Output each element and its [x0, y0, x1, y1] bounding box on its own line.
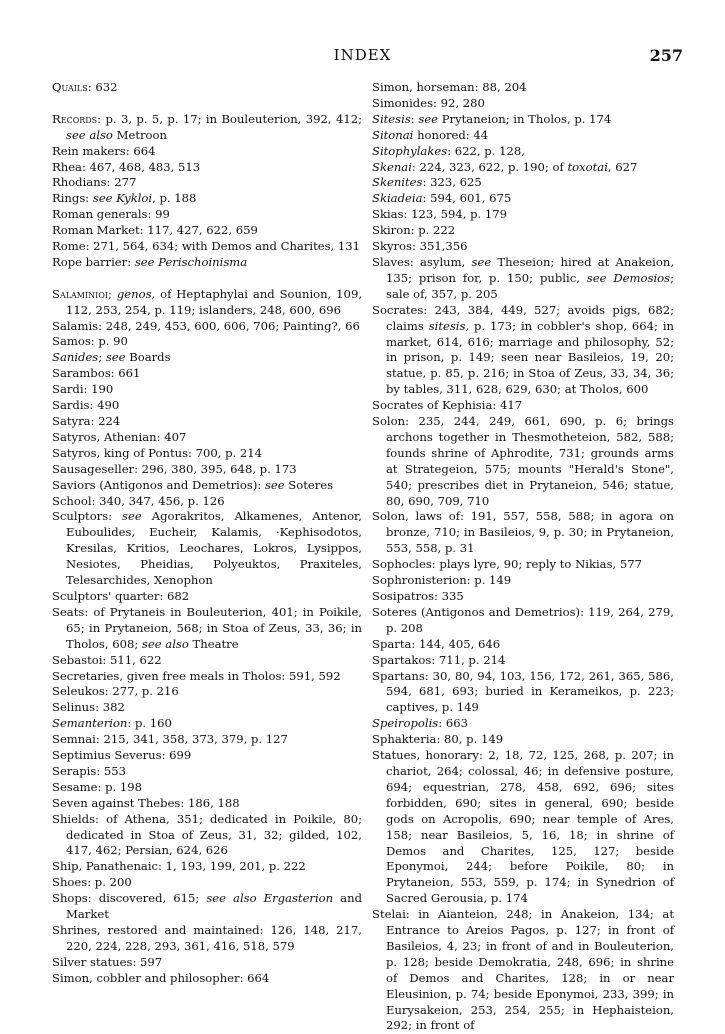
index-entry: Skiadeia: 594, 601, 675	[372, 191, 512, 206]
index-entry: Skyros: 351,356	[372, 239, 468, 254]
index-entry: Sanides; see Boards	[52, 350, 171, 365]
index-entry: Stelai: in Aianteion, 248; in Anakeion, 134; at Entrance to Areios Pagos, p. 127; in front of Basileios, 4, 23; in front of and in Bouleuterion, p. 128; beside Demokratia, 248, 696; in shrine of Demos and Charites, 128; in or near Eleusinion, p. 74; beside Eponymoi, 233, 399; in Eurysakeion, 253, 254, 255; in Hephaisteion, 292; in front of	[372, 907, 674, 1033]
index-entry: Soteres (Antigonos and Demetrios): 119, 264, 279, p. 208	[372, 604, 674, 635]
index-entry: Simon, cobbler and philosopher: 664	[52, 970, 270, 985]
index-entry: Salaminioi; genos, of Heptaphylai and Sounion, 109, 112, 253, 254, p. 119; islanders, 248, 600, 696	[52, 286, 363, 317]
index-entry: Skias: 123, 594, p. 179	[372, 207, 508, 222]
index-entry: Solon: 235, 244, 249, 661, 690, p. 6; brings archons together in Thesmotheteion, 582, 588; founds shrine of Aphrodite, 731; grounds arms at Strategeion, 575; mounts "Herald's Stone", 540; prescribes diet in Prytaneion, 546; statue, 80, 690, 709, 710	[372, 414, 674, 508]
index-entry: Salamis: 248, 249, 453, 600, 606, 706; Painting?, 66	[52, 318, 360, 333]
index-entry: Silver statues: 597	[52, 954, 163, 969]
index-entry: Records: p. 3, p. 5, p. 17; in Bouleuterion, 392, 412; see also Metroon	[52, 111, 362, 142]
index-entry: Seven against Thebes: 186, 188	[52, 795, 240, 810]
index-entry: Sphakteria: 80, p. 149	[372, 732, 504, 747]
index-entry: Roman generals: 99	[52, 207, 170, 222]
index-entry: Skenites: 323, 625	[372, 175, 482, 190]
index-entry: Selinus: 382	[52, 700, 125, 715]
index-entry: Slaves: asylum, see Theseion; hired at Anakeion, 135; prison for, p. 150; public, see Demosios; sale of, 357, p. 205	[372, 254, 674, 301]
index-entry: Shoes: p. 200	[52, 875, 132, 890]
index-entry: Sardis: 490	[52, 398, 120, 413]
index-entry: Ship, Panathenaic: 1, 193, 199, 201, p. 222	[52, 859, 306, 874]
index-entry: Rhodians: 277	[52, 175, 137, 190]
index-entry: Speiropolis: 663	[372, 716, 468, 731]
index-entry: Sardi: 190	[52, 382, 114, 397]
index-column-right	[372, 80, 674, 1034]
index-entry: Shields: of Athena, 351; dedicated in Poikile, 80; dedicated in Stoa of Zeus, 31, 32; gilded, 102, 417, 462; Persian, 624, 626	[52, 811, 362, 858]
index-entry: Satyra: 224	[52, 414, 121, 428]
index-entry: Socrates: 243, 384, 449, 527; avoids pigs, 682; claims sitesis, p. 173; in cobbler's shop, 664; in market, 614, 616; marriage and philosophy, 52; in prison, p. 149; seen near Basileios, 19, 20; statue, p. 85, p. 216; in Stoa of Zeus, 33, 34, 36; by tables, 311, 628, 629, 630; at Tholos, 600	[372, 302, 675, 397]
index-entry: Septimius Severus: 699	[52, 748, 192, 763]
index-entry: Sosipatros: 335	[372, 589, 464, 603]
index-entry: Sesame: p. 198	[52, 779, 143, 794]
index-entry: Shops: discovered, 615; see also Ergasterion and Market	[52, 891, 362, 922]
running-title: INDEX	[333, 46, 392, 64]
index-entry: Sculptors' quarter: 682	[52, 588, 190, 603]
index-entry: Sitesis: see Prytaneion; in Tholos, p. 174	[372, 111, 612, 126]
index-entry: Secretaries, given free meals in Tholos: 591, 592	[52, 668, 341, 683]
index-entry: Semanterion: p. 160	[52, 716, 172, 731]
index-column-left	[52, 80, 362, 987]
index-entry: Seats: of Prytaneis in Bouleuterion, 401; in Poikile, 65; in Prytaneion, 568; in Stoa of Zeus, 33, 36; in Tholos, 608; see also Theatre	[52, 604, 362, 651]
index-entry: Seleukos: 277, p. 216	[52, 684, 179, 699]
index-entry: Sebastoi: 511, 622	[52, 652, 162, 667]
index-entry: Rope barrier: see Perischoinisma	[52, 254, 248, 269]
index-entry: Sculptors: see Agorakritos, Alkamenes, Antenor, Euboulides, Eucheir, Kalamis, ·Kephisodotos, Kresilas, Kritios, Leochares, Lokros, Lysippos, Nesiotes, Pheidias, Polyeuktos, Praxiteles, Telesarchides, Xenophon	[52, 509, 362, 588]
index-entry: Shrines, restored and maintained: 126, 148, 217, 220, 224, 228, 293, 361, 416, 518, 579	[52, 923, 362, 953]
index-entry: Semnai: 215, 341, 358, 373, 379, p. 127	[52, 732, 288, 747]
index-entry: Sausageseller: 296, 380, 395, 648, p. 173	[52, 461, 297, 476]
index-entry: Sophronisterion: p. 149	[372, 573, 512, 588]
index-entry: School: 340, 347, 456, p. 126	[52, 493, 225, 508]
page-number: 257	[649, 46, 683, 65]
index-entry: Rome: 271, 564, 634; with Demos and Charites, 131	[52, 239, 361, 254]
index-entry: Skiron: p. 222	[372, 223, 456, 238]
index-entry: Statues, honorary: 2, 18, 72, 125, 268, p. 207; in chariot, 264; colossal, 46; in defensive posture, 694; equestrian, 278, 458, 692, 696; sites forbidden, 690; sites in general, 690; beside gods on Acropolis, 690; near temple of Ares, 158; near Basileios, 5, 16, 18; in shrine of Demos and Charites, 125, 127; beside Eponymoi, 244; before Poikile, 80; in Prytaneion, 553, 559, p. 174; in Synedrion of Sacred Gerousia, p. 174	[372, 748, 674, 906]
index-entry: Rein makers: 664	[52, 143, 156, 158]
index-entry: Quails: 632	[52, 80, 118, 94]
section-gap	[52, 271, 362, 287]
index-entry: Satyros, Athenian: 407	[52, 429, 187, 444]
index-entry: Skenai: 224, 323, 622, p. 190; of toxotai, 627	[372, 159, 638, 174]
index-entry: Sitonai honored: 44	[372, 127, 489, 142]
index-entry: Samos: p. 90	[52, 334, 128, 349]
index-entry: Spartans: 30, 80, 94, 103, 156, 172, 261, 365, 586, 594, 681, 693; buried in Kerameikos, p. 223; captives, p. 149	[372, 668, 674, 715]
page-header	[0, 44, 725, 70]
section-gap	[52, 96, 362, 112]
index-entry: Roman Market: 117, 427, 622, 659	[52, 223, 258, 238]
index-entry: Simonides: 92, 280	[372, 95, 485, 110]
index-entry: Sarambos: 661	[52, 366, 141, 381]
index-entry: Sitophylakes: 622, p. 128,	[372, 143, 525, 158]
index-entry: Rhea: 467, 468, 483, 513	[52, 159, 201, 174]
index-entry: Simon, horseman: 88, 204	[372, 80, 527, 94]
index-entry: Sophocles: plays lyre, 90; reply to Nikias, 577	[372, 557, 643, 572]
index-entry: Spartakos: 711, p. 214	[372, 652, 506, 667]
index-entry: Sparta: 144, 405, 646	[372, 636, 501, 651]
index-entry: Serapis: 553	[52, 763, 127, 778]
index-entry: Satyros, king of Pontus: 700, p. 214	[52, 445, 263, 460]
index-entry: Rings: see Kykloi, p. 188	[52, 191, 197, 206]
index-entry: Saviors (Antigonos and Demetrios): see Soteres	[52, 477, 334, 492]
index-entry: Solon, laws of: 191, 557, 558, 588; in agora on bronze, 710; in Basileios, 9, p. 30; in Prytaneion, 553, 558, p. 31	[372, 509, 674, 556]
index-entry: Socrates of Kephisia: 417	[372, 398, 523, 413]
